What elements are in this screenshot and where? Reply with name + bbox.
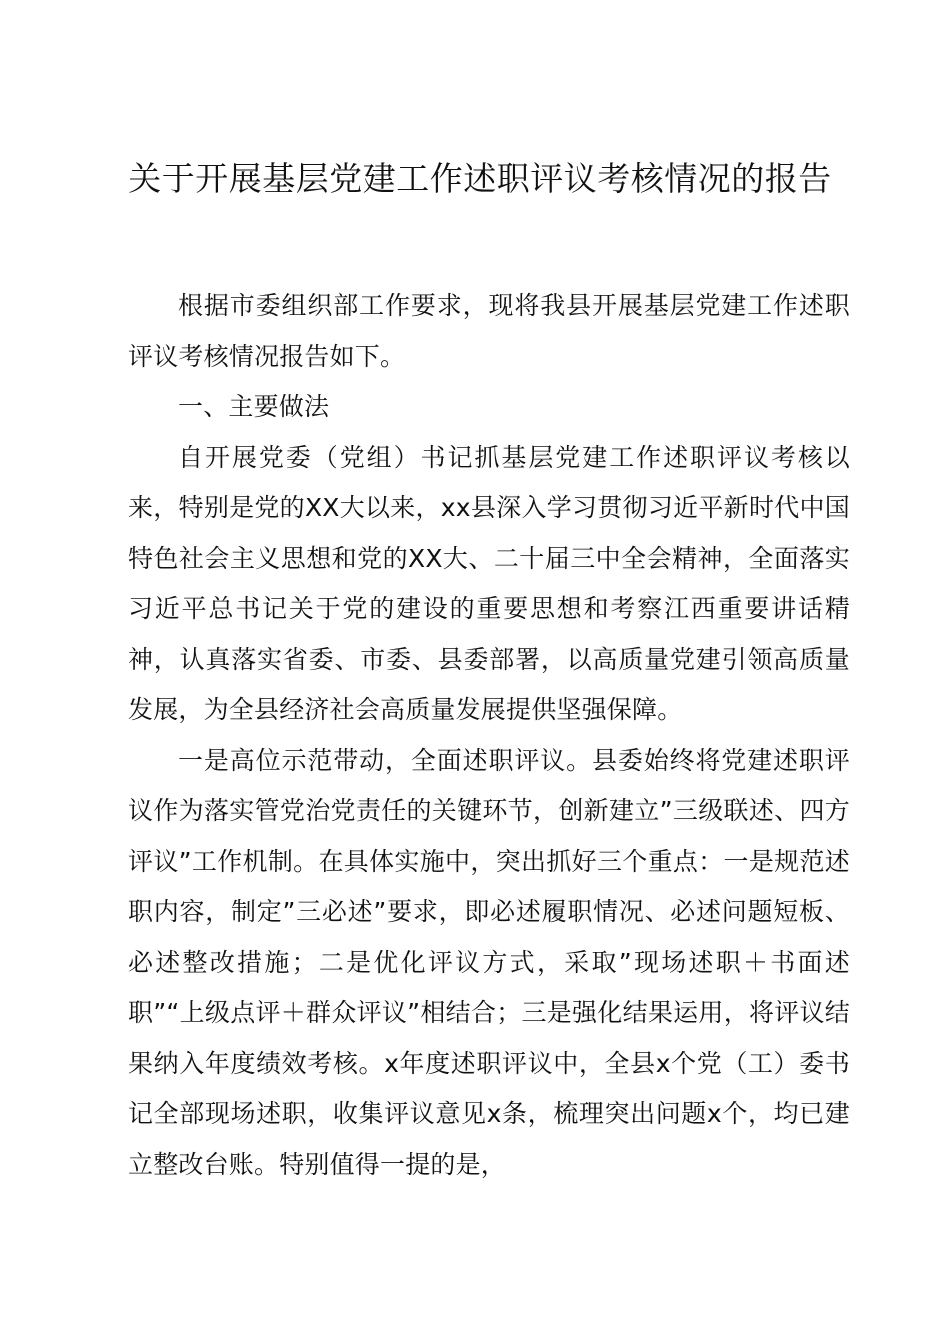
body-paragraph: 自开展党委（党组）书记抓基层党建工作述职评议考核以来，特别是党的XX大以来，xx县深入学习贯彻习近平新时代中国特色社会主义思想和党的XX大、二十届三中全会精神，全面落实习近平总书记关于党的建设的重要思想和考察江西重要讲话精神，认真落实省委、市委、县委部署，以高质量党建引领高质量发展，为全县经济社会高质量发展提供坚强保障。 bbox=[128, 442, 850, 724]
document-title: 关于开展基层党建工作述职评议考核情况的报告 bbox=[128, 159, 832, 198]
body-paragraph: 一是高位示范带动，全面述职评议。县委始终将党建述职评议作为落实管党治党责任的关键环节，创新建立”三级联述、四方评议”工作机制。在具体实施中，突出抓好三个重点：一是规范述职内容，制定”三必述”要求，即必述履职情况、必述问题短板、必述整改措施；二是优化评议方式，采取”现场述职＋书面述职”“上级点评＋群众评议”相结合；三是强化结果运用，将评议结果纳入年度绩效考核。x年度述职评议中，全县x个党（工）委书记全部现场述职，收集评议意见x条，梳理突出问题x个，均已建立整改台账。特别值得一提的是， bbox=[128, 745, 850, 1179]
section-heading: 一、主要做法 bbox=[178, 392, 330, 421]
document-body bbox=[128, 281, 850, 1190]
intro-paragraph: 根据市委组织部工作要求，现将我县开展基层党建工作述职评议考核情况报告如下。 bbox=[128, 291, 850, 371]
